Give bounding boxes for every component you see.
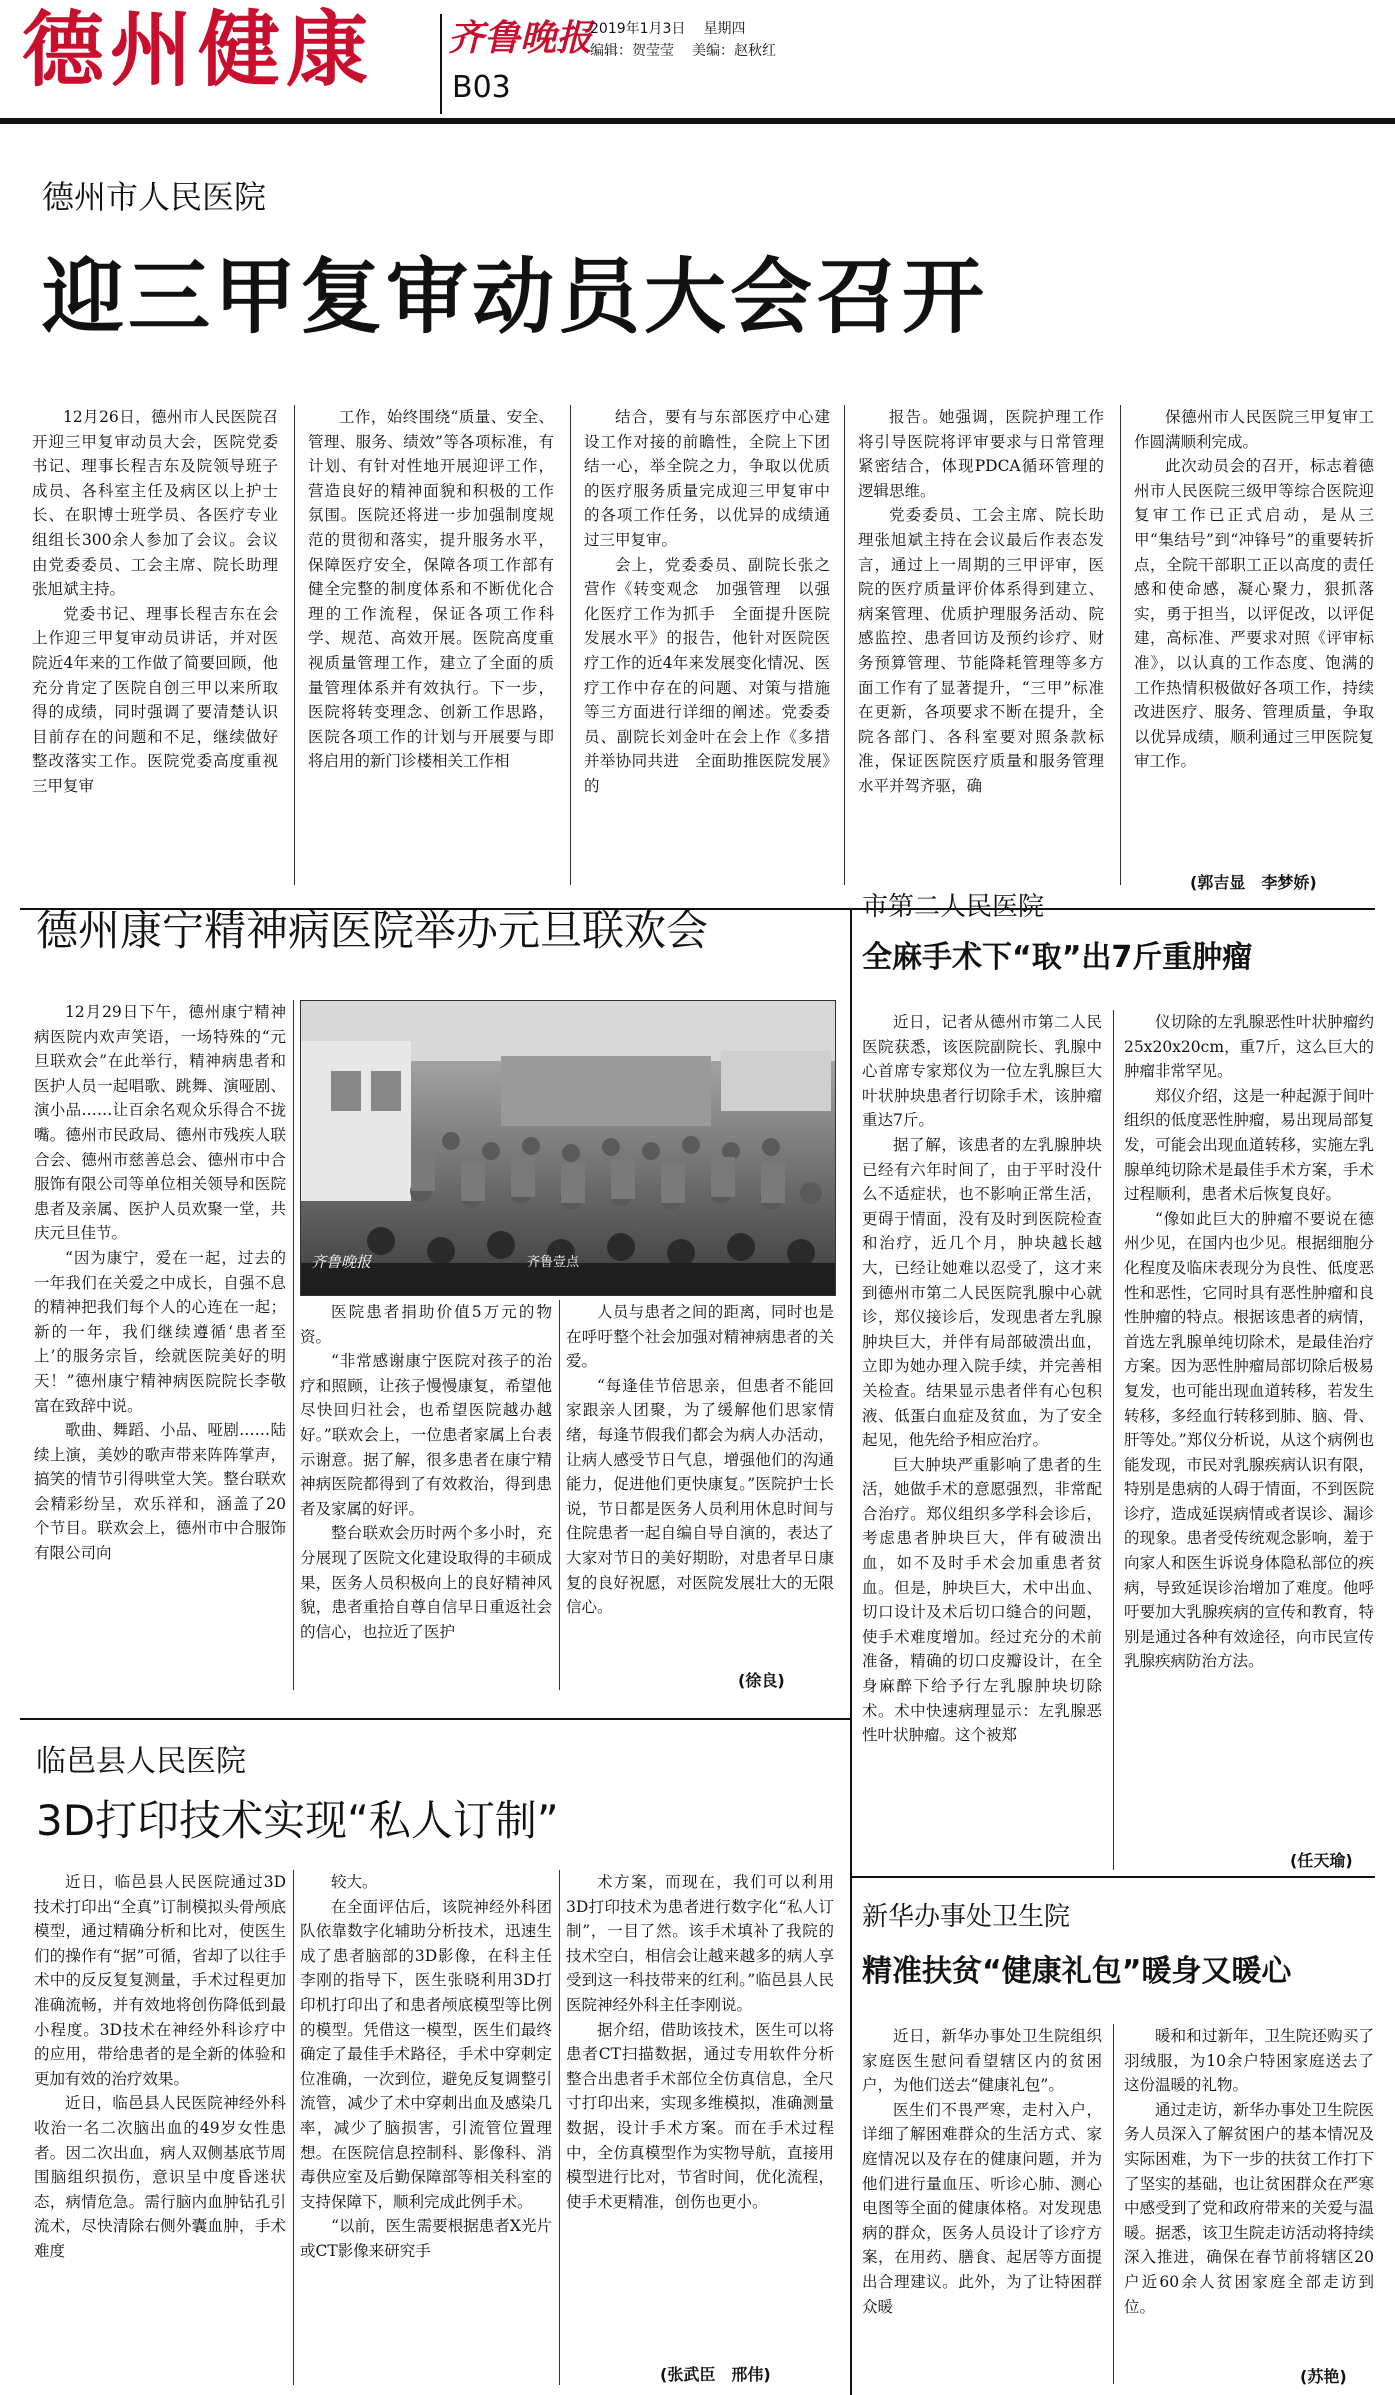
story3-column-2: [1124, 1010, 1374, 1850]
paragraph: 工作，始终围绕“质量、安全、管理、服务、绩效”等各项标准，有计划、有针对性地开展迎评工作，营造良好的精神面貌和积极的工作氛围。医院还将进一步加强制度规范的贯彻和落实，提升服务水平，保障医疗安全，保障各项工作部有健全完整的制度体系和不断优化合理的工作流程，保证各项工作科学、规范、高效开展。医院高度重视质量管理工作，建立了全面的质量管理体系并有效执行。下一步，医院将转变理念、创新工作思路，医院各项工作的计划与开展要与即将启用的新门诊楼相关工作相: [308, 408, 554, 771]
story2-column-2: [300, 1300, 552, 1692]
paragraph: 近日，记者从德州市第二人民医院获悉，该医院副院长、乳腺中心首席专家郑仪为一位左乳腺巨大叶状肿块患者行切除手术，该肿瘤重达7斤。: [862, 1013, 1102, 1130]
story4-headline: 3D打印技术实现“私人订制”: [36, 1796, 559, 1845]
column-divider: [1113, 1010, 1114, 1870]
paragraph: 在全面评估后，该院神经外科团队依靠数字化辅助分析技术，迅速生成了患者脑部的3D影像，在科主任李刚的指导下，医生张晓利用3D打印机打印出了和患者颅底模型等比例的模型。凭借这一模型，医生们最终确定了最佳手术路径，手术中穿刺定位准确，一次到位，避免反复调整引流管，减少了术中穿刺出血及感染几率，减少了脑损害，引流管位置理想。在医院信息控制科、影像科、消毒供应室及后勤保障部等相关科室的支持保障下，顺利完成此例手术。: [300, 1897, 552, 2211]
story3-subtitle: 市第二人民医院: [862, 892, 1045, 922]
column-divider: [570, 405, 571, 885]
paragraph: 保德州市人民医院三甲复审工作圆满顺利完成。: [1134, 408, 1374, 451]
paragraph: 暖和和过新年，卫生院还购买了羽绒服，为10余户特困家庭送去了这份温暖的礼物。: [1124, 2027, 1374, 2095]
paragraph: 人员与患者之间的距离，同时也是在呼吁整个社会加强对精神病患者的关爱。: [566, 1303, 834, 1371]
story2-byline: (徐良): [738, 1671, 785, 1690]
paragraph: 通过走访，新华办事处卫生院医务人员深入了解贫困户的基本情况及实际困难，为下一步的扶贫工作打下了坚实的基础，也让贫困群众在严寒中感受到了党和政府带来的关爱与温暖。据悉，该卫生院走访活动将持续深入推进，确保在春节前将辖区20户近60余人贫困家庭全部走访到位。: [1124, 2100, 1374, 2316]
paragraph: 结合，要有与东部医疗中心建设工作对接的前瞻性，全院上下团结一心，举全院之力，争取以优质的医疗服务质量完成迎三甲复审中的各项工作任务，以优异的成绩通过三甲复审。: [584, 408, 830, 549]
paragraph: 报告。她强调，医院护理工作将引导医院将评审要求与日常管理紧密结合，体现PDCA循环管理的逻辑思维。: [858, 408, 1104, 500]
paragraph: “像如此巨大的肿瘤不要说在德州少见，在国内也少见。根据细胞分化程度及临床表现分为良性、低度恶性和恶性，它同时具有恶性肿瘤和良性肿瘤的特点。根据该患者的病情，首选左乳腺单纯切除术，是最佳治疗方案。因为恶性肿瘤局部切除后极易复发，也可能出现血道转移，若发生转移，多经血行转移到肺、脑、骨、肝等处。”郑仪分析说，从这个病例也能发现，市民对乳腺疾病认识有限，特别是患病的人碍于情面，不到医院诊疗，造成延误病情或者误诊、漏诊的现象。患者受传统观念影响，羞于向家人和医生诉说身体隐私部位的疾病，导致延误诊治增加了难度。他呼吁要加大乳腺疾病的宣传和教育，特别是通过各种有效途径，向市民宣传乳腺疾病防治方法。: [1124, 1209, 1374, 1671]
story1-headline: 迎三甲复审动员大会召开: [42, 250, 989, 345]
story1-column-3: [584, 405, 830, 900]
column-divider: [293, 1870, 294, 2385]
story2-column-3: [566, 1300, 834, 1660]
paragraph: “非常感谢康宁医院对孩子的治疗和照顾，让孩子慢慢康复，希望他尽快回归社会，也希望医院越办越好。”联欢会上，一位患者家属上台表示谢意。据了解，很多患者在康宁精神病医院都得到了有效救治，得到患者及家属的好评。: [300, 1352, 552, 1518]
paragraph: 近日，临邑县人民医院神经外科收治一名二次脑出血的49岁女性患者。因二次出血，病人双侧基底节周围脑组织损伤，意识呈中度昏迷状态，病情危急。需行脑内血肿钻孔引流术，尽快清除右侧外囊血肿，手术难度: [34, 2094, 286, 2260]
issue-date: 2019年1月3日: [590, 21, 686, 37]
paragraph: 近日，临邑县人民医院通过3D技术打印出“全真”订制模拟头骨颅底模型，通过精确分析和比对，使医生们的操作有“据”可循，省却了以往手术中的反反复复测量，手术过程更加准确流畅，并有效地将创伤降低到最小程度。3D技术在神经外科诊疗中的应用，带给患者的是全新的体验和更加有效的治疗效果。: [34, 1873, 286, 2088]
story2-column-1: [34, 1000, 286, 1690]
photo-logo: 齐鲁晚报: [311, 1253, 372, 1271]
story3-column-1: [862, 1010, 1102, 1870]
story1-column-4: [858, 405, 1104, 900]
designer-credit: 美编：赵秋红: [692, 43, 776, 59]
paragraph: “以前，医生需要根据患者X光片或CT影像来研究手: [300, 2217, 552, 2260]
paragraph: 此次动员会的召开，标志着德州市人民医院三级甲等综合医院迎复审工作已正式启动，是从三甲“集结号”到“冲锋号”的重要转折点，全院干部职工正以高度的责任感和使命感，凝心聚力，狠抓落实，勇于担当，以评促改，以评促建，高标准、严要求对照《评审标准》，以认真的工作态度、饱满的工作热情积极做好各项工作，持续改进医疗、服务、管理质量，争取以优异成绩，顺利通过三甲医院复审工作。: [1134, 457, 1374, 771]
issue-weekday: 星期四: [703, 21, 746, 37]
story1-column-5: [1134, 405, 1374, 860]
paragraph: 歌曲、舞蹈、小品、哑剧……陆续上演，美妙的歌声带来阵阵掌声，搞笑的情节引得哄堂大笑。整台联欢会精彩纷呈，欢乐祥和，涵盖了20个节目。联欢会上，德州市中合服饰有限公司向: [34, 1421, 286, 1563]
story5-byline: (苏艳): [1300, 2367, 1347, 2386]
paragraph: 整台联欢会历时两个多小时，充分展现了医院文化建设取得的丰硕成果，医务人员积极向上的良好精神风貌，患者重拾自尊自信早日重返社会的信心，也拉近了医护: [300, 1524, 552, 1641]
issue-meta: [590, 18, 794, 62]
column-divider: [559, 1300, 560, 1690]
story4-column-1: [34, 1870, 286, 2390]
event-photo: [300, 1000, 836, 1296]
paragraph: 会上，党委委员、副院长张之营作《转变观念 加强管理 以强化医疗工作为抓手 全面提升医院发展水平》的报告，他针对医院医疗工作的近4年来发展变化情况、医疗工作中存在的问题、对策与措施等三方面进行详细的阐述。党委委员、副院长刘金叶在会上作《多措并举协同共进 全面助推医院发展》的: [584, 555, 830, 795]
paragraph: 党委委员、工会主席、院长助理张旭斌主持在会议最后作表态发言，通过上一周期的三甲评审，医院的医疗质量评价体系得到建立、病案管理、优质护理服务活动、院感监控、患者回访及预约诊疗、财务预算管理、节能降耗管理等多方面工作有了显著提升，“三甲”标准在更新，各项要求不断在提升，全院各部门、各科室要对照条款标准，保证医院医疗质量和服务管理水平并驾齐驱，确: [858, 506, 1104, 795]
paragraph: 巨大肿块严重影响了患者的生活，她做手术的意愿强烈，非常配合治疗。郑仪组织多学科会诊后，考虑患者肿块巨大，伴有破溃出血，如不及时手术会加重患者贫血。但是，肿块巨大，术中出血、切口设计及术后切口缝合的问题，使手术难度增加。经过充分的术前准备，精确的切口皮瓣设计，在全身麻醉下给予行左乳腺肿块切除术。术中快速病理显示：左乳腺恶性叶状肿瘤。这个被郑: [862, 1455, 1102, 1745]
story4-subtitle: 临邑县人民医院: [36, 1744, 246, 1779]
section-rule: [852, 1876, 1375, 1878]
column-divider: [1113, 2024, 1114, 2384]
paragraph: “因为康宁，爱在一起，过去的一年我们在关爱之中成长，自强不息的精神把我们每个人的心连在一起；新的一年，我们继续遵循‘患者至上’的服务宗旨，绘就医院美好的明天！”德州康宁精神病医院院长李敬富在致辞中说。: [34, 1248, 286, 1415]
paragraph: 医院患者捐助价值5万元的物资。: [300, 1303, 552, 1346]
paragraph: 据了解，该患者的左乳腺肿块已经有六年时间了，由于平时没什么不适症状，也不影响正常生活，更碍于情面，没有及时到医院检查和治疗，近几个月，肿块越长越大，已经让她难以忍受了，这才来到德州市第二人民医院乳腺中心就诊，郑仪接诊后，发现患者左乳腺肿块巨大，并伴有局部破溃出血，立即为她办理入院手续，并完善相关检查。结果显示患者伴有心包积液、低蛋白血症及贫血，为了安全起见，他先给予相应治疗。: [862, 1135, 1102, 1450]
story1-subtitle: 德州市人民医院: [42, 178, 267, 216]
paragraph: 仪切除的左乳腺恶性叶状肿瘤约25x20x20cm，重7斤，这么巨大的肿瘤非常罕见。: [1124, 1013, 1374, 1081]
story5-headline: 精准扶贫“健康礼包”暖身又暖心: [862, 1954, 1292, 1989]
story1-byline: (郭吉显 李梦娇): [1190, 873, 1317, 892]
masthead-rule: [0, 118, 1395, 124]
paragraph: 党委书记、理事长程吉东在会上作迎三甲复审动员讲话，并对医院近4年来的工作做了简要回顾，他充分肯定了医院自创三甲以来所取得的成绩，同时强调了要清楚认识目前存在的问题和不足，继续做好整改落实工作。医院党委高度重视三甲复审: [32, 604, 278, 795]
story5-column-1: [862, 2024, 1102, 2392]
column-divider: [294, 405, 295, 885]
story1-column-1: [32, 405, 278, 900]
story4-column-3: [566, 1870, 834, 2360]
paragraph: 12月29日下午，德州康宁精神病医院内欢声笑语，一场特殊的“元旦联欢会”在此举行，精神病患者和医护人员一起唱歌、跳舞、演哑剧、演小品……让百余名观众乐得合不拢嘴。德州市民政局、德州市残疾人联合会、德州市慈善总会、德州市中合服饰有限公司等单位相关领导和医院患者及亲属、医护人员欢聚一堂，共庆元旦佳节。: [34, 1003, 286, 1243]
section-rule: [20, 1718, 850, 1720]
story4-column-2: [300, 1870, 552, 2390]
column-divider: [844, 405, 845, 885]
editor-credit: 编辑：贺莹莹: [590, 43, 674, 59]
paper-logo: 齐鲁晚报: [448, 17, 593, 59]
story5-subtitle: 新华办事处卫生院: [862, 1902, 1071, 1932]
paragraph: 据介绍，借助该技术，医生可以将患者CT扫描数据，通过专用软件分析整合出患者手术部位全仿真信息，全尺寸打印出来，实现多维模拟，准确测量数据，设计手术方案。而在手术过程中，全仿真模型作为实物导航，直接用模型进行比对，节省时间，优化流程，使手术更精准，创伤也更小。: [566, 2020, 834, 2211]
masthead-divider: [440, 14, 442, 114]
paragraph: 12月26日，德州市人民医院召开迎三甲复审动员大会，医院党委书记、理事长程吉东及院领导班子成员、各科室主任及病区以上护士长、在职博士班学员、各医疗专业组组长300余人参加了会议。会议由党委委员、工会主席、院长助理张旭斌主持。: [32, 408, 278, 599]
paragraph: 医生们不畏严寒，走村入户，详细了解困难群众的生活方式、家庭情况以及存在的健康问题，并为他们进行量血压、听诊心肺、测心电图等全面的健康体格。对发现患病的群众，医务人员设计了诊疗方案，在用药、膳食、起居等方面提出合理建议。此外，为了让特困群众暖: [862, 2100, 1102, 2316]
paragraph: 近日，新华办事处卫生院组织家庭医生慰问看望辖区内的贫困户，为他们送去“健康礼包”。: [862, 2027, 1102, 2095]
column-divider: [293, 1000, 294, 1690]
section-divider: [850, 908, 852, 2395]
paragraph: 较大。: [331, 1873, 378, 1891]
section-title: 德州健康: [22, 3, 375, 98]
story4-byline: (张武臣 邢伟): [660, 2365, 771, 2384]
story1-column-2: [308, 405, 554, 900]
paragraph: “每逢佳节倍思亲，但患者不能回家跟亲人团聚，为了缓解他们思家情绪，每逢节假我们都会为病人办活动，让病人感受节日气息，增强他们的沟通能力，促进他们更快康复。”医院护士长说，节日都是医务人员利用休息时间与住院患者一起自编自导自演的，表达了大家对节日的美好期盼，对患者早日康复的良好祝愿，对医院发展壮大的无限信心。: [566, 1376, 834, 1617]
story5-column-2: [1124, 2024, 1374, 2366]
photo-watermark: 齐鲁壹点: [527, 1255, 580, 1270]
column-divider: [1120, 405, 1121, 885]
story3-headline: 全麻手术下“取”出7斤重肿瘤: [862, 940, 1253, 975]
column-divider: [559, 1870, 560, 2385]
paragraph: 郑仪介绍，这是一种起源于间叶组织的低度恶性肿瘤，易出现局部复发，可能会出现血道转移，实施左乳腺单纯切除术是最佳手术方案，手术过程顺利，患者术后恢复良好。: [1124, 1086, 1374, 1204]
paragraph: 术方案，而现在，我们可以利用3D打印技术为患者进行数字化“私人订制”，一目了然。该手术填补了我院的技术空白，相信会让越来越多的病人享受到这一科技带来的红利。”临邑县人民医院神经外科主任李刚说。: [566, 1873, 834, 2014]
story3-byline: (任天瑜): [1290, 1851, 1353, 1870]
story2-headline: 德州康宁精神病医院举办元旦联欢会: [36, 906, 709, 955]
page-number: B03: [452, 70, 511, 105]
